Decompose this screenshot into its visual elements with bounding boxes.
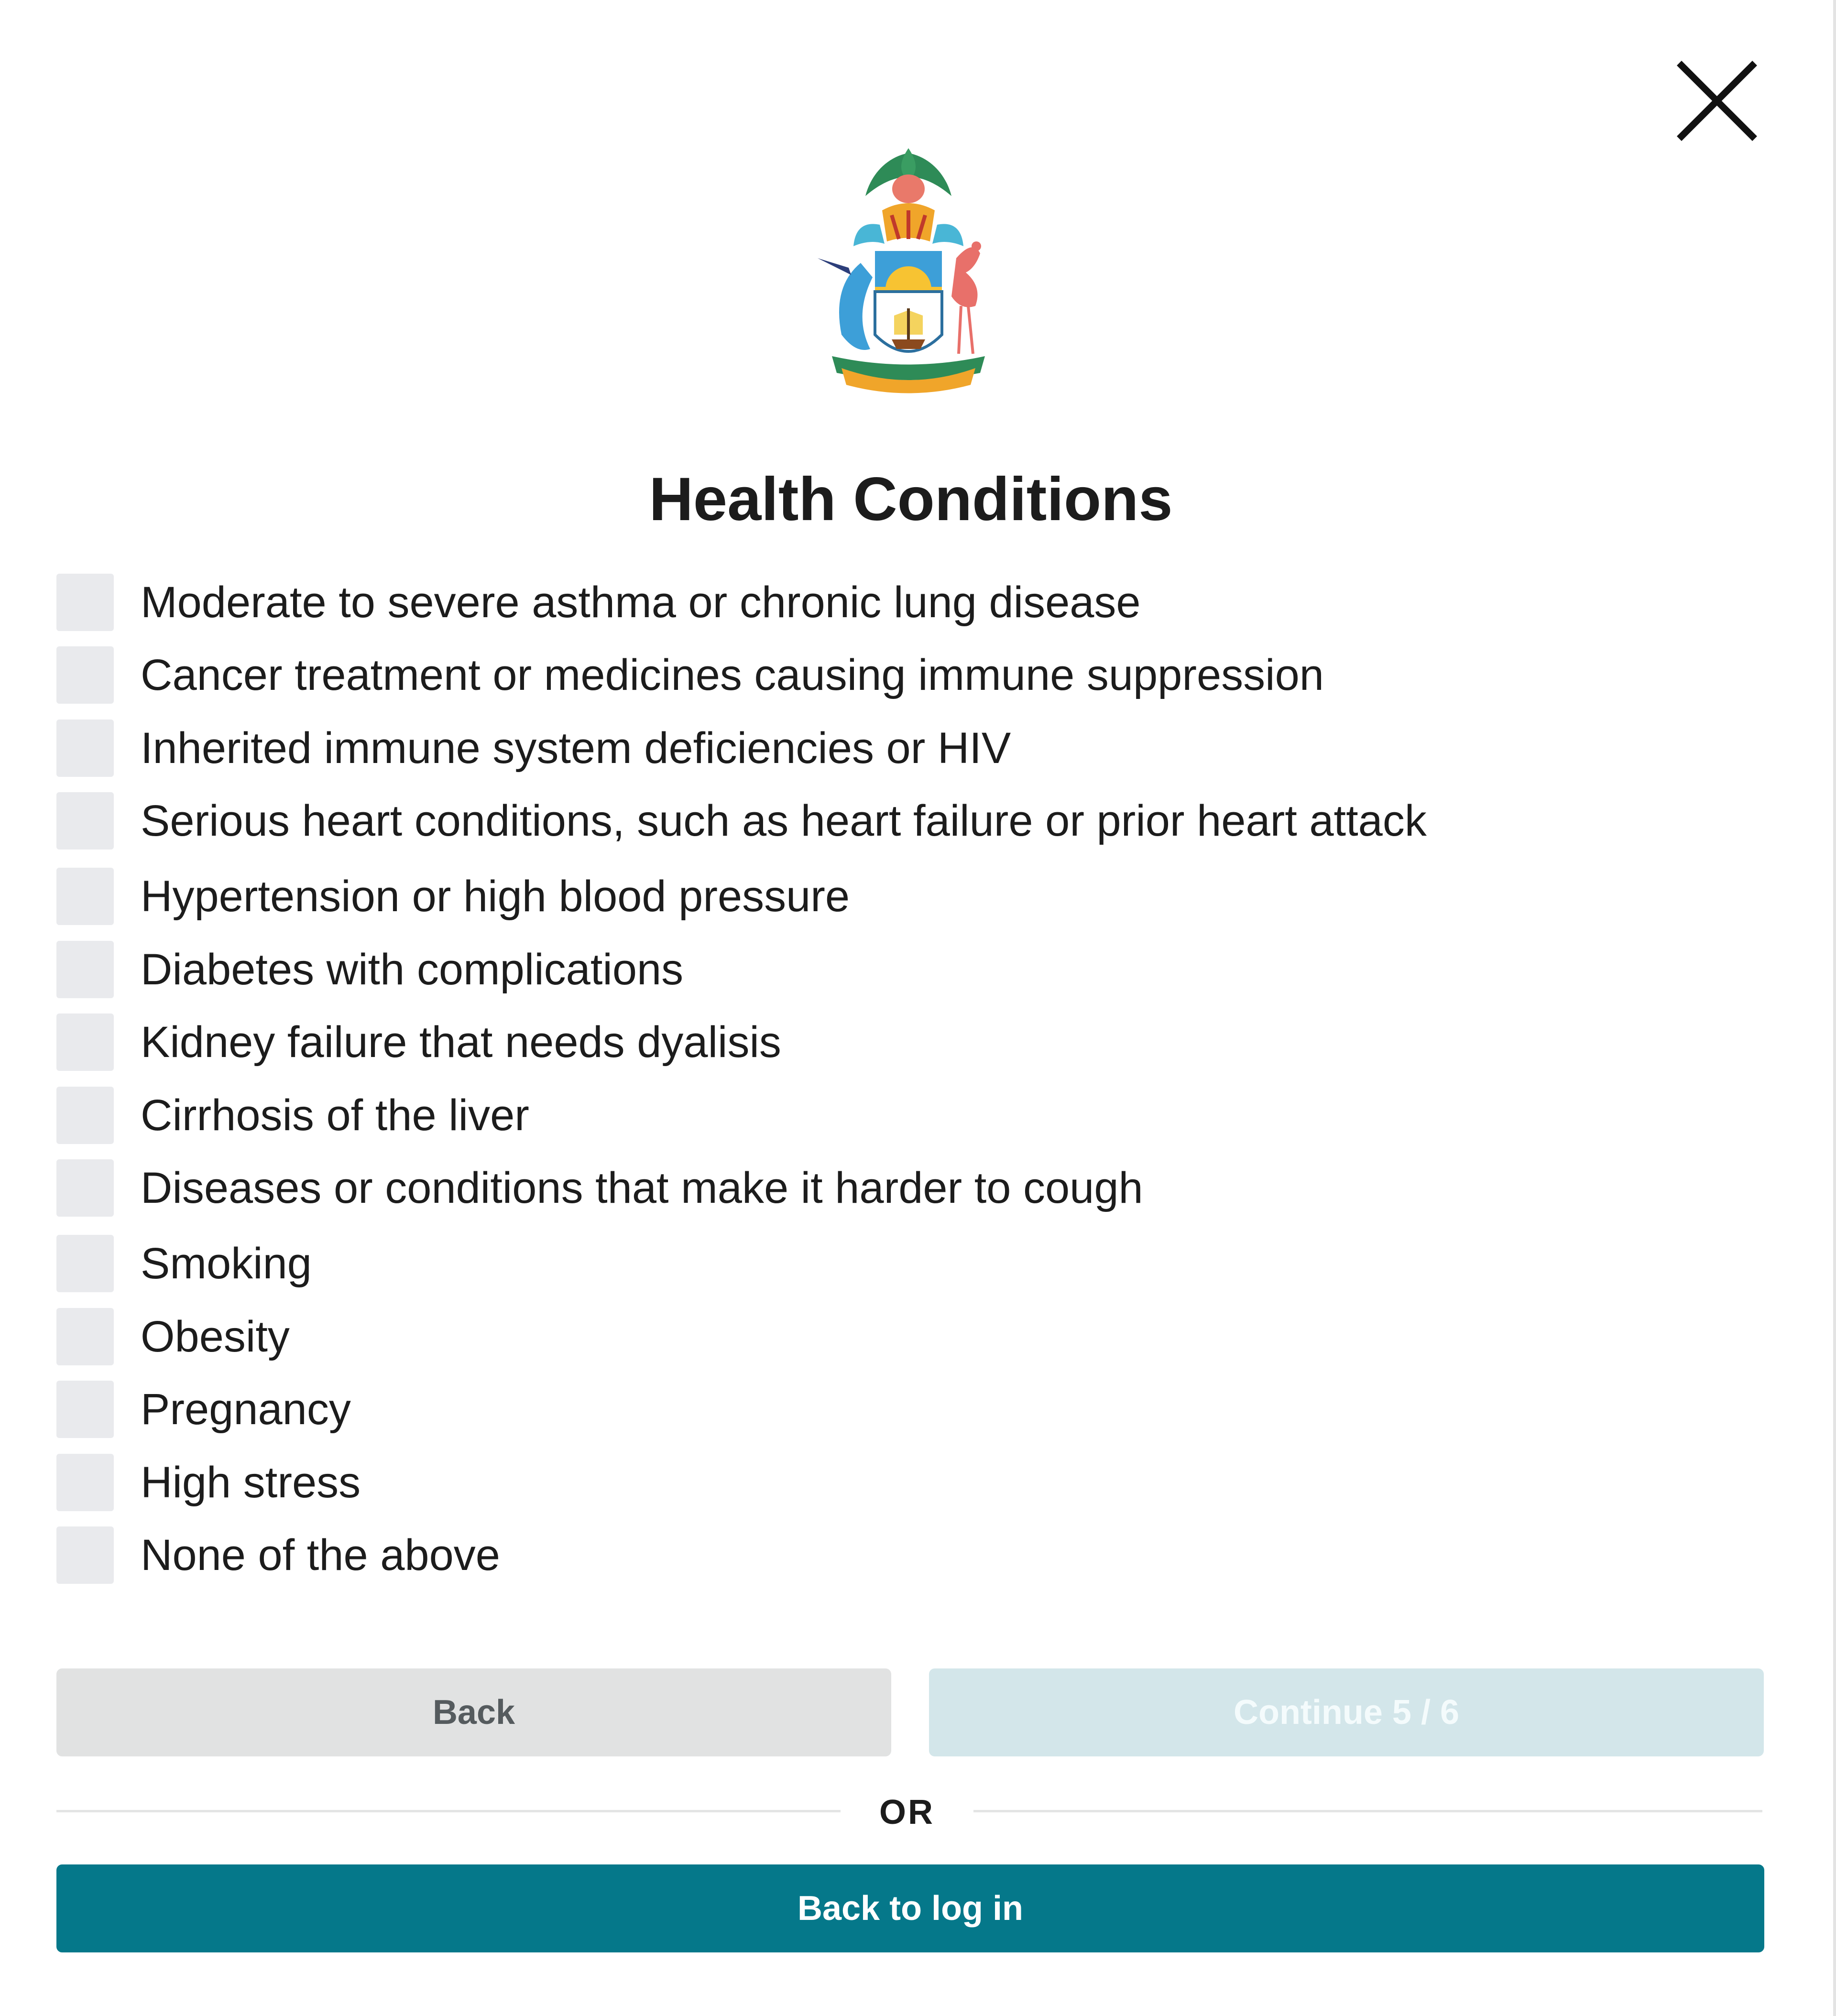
condition-checkbox[interactable] (56, 1526, 114, 1584)
continue-button[interactable]: Continue 5 / 6 (929, 1668, 1764, 1756)
condition-checkbox[interactable] (56, 792, 114, 850)
condition-option[interactable] (56, 868, 1586, 925)
condition-label: Diseases or conditions that make it harder to cough (141, 1164, 1143, 1212)
condition-option[interactable] (56, 1087, 1586, 1144)
divider-text: OR (879, 1793, 935, 1831)
condition-label: Moderate to severe asthma or chronic lung disease (141, 578, 1141, 627)
condition-label: Obesity (141, 1312, 290, 1361)
condition-option[interactable] (56, 941, 1586, 998)
condition-option[interactable] (56, 1235, 1586, 1292)
condition-checkbox[interactable] (56, 1308, 114, 1365)
condition-option[interactable] (56, 1159, 1586, 1217)
back-button[interactable]: Back (56, 1668, 891, 1756)
divider-line (973, 1810, 1762, 1812)
condition-checkbox[interactable] (56, 1013, 114, 1071)
condition-label: None of the above (141, 1531, 500, 1580)
coat-of-arms-icon (803, 143, 1014, 402)
close-icon (1673, 57, 1769, 153)
condition-option[interactable] (56, 574, 1586, 631)
condition-checkbox[interactable] (56, 1087, 114, 1144)
condition-label: Kidney failure that needs dyalisis (141, 1018, 781, 1067)
condition-label: Hypertension or high blood pressure (141, 872, 850, 921)
back-to-login-button[interactable]: Back to log in (56, 1864, 1764, 1952)
condition-option[interactable] (56, 1013, 1586, 1071)
condition-option[interactable] (56, 1454, 1586, 1511)
condition-option[interactable] (56, 1308, 1586, 1365)
condition-checkbox[interactable] (56, 719, 114, 777)
condition-checkbox[interactable] (56, 1454, 114, 1511)
scrollbar-edge (1833, 0, 1836, 2016)
condition-label: Inherited immune system deficiencies or HIV (141, 724, 1011, 773)
condition-label: Pregnancy (141, 1385, 351, 1434)
condition-option[interactable] (56, 646, 1586, 704)
condition-checkbox[interactable] (56, 1235, 114, 1292)
condition-checkbox[interactable] (56, 574, 114, 631)
condition-label: Cirrhosis of the liver (141, 1091, 529, 1140)
condition-label: Serious heart conditions, such as heart failure or prior heart attack (141, 796, 1427, 845)
condition-checkbox[interactable] (56, 1381, 114, 1438)
condition-checkbox[interactable] (56, 1159, 114, 1217)
condition-checkbox[interactable] (56, 941, 114, 998)
condition-checkbox[interactable] (56, 868, 114, 925)
close-button[interactable] (1673, 57, 1769, 153)
page-title: Health Conditions (649, 465, 1173, 534)
condition-checkbox[interactable] (56, 646, 114, 704)
condition-option[interactable] (56, 792, 1586, 850)
condition-label: Diabetes with complications (141, 945, 684, 994)
condition-label: Cancer treatment or medicines causing immune suppression (141, 651, 1324, 699)
condition-option[interactable] (56, 1526, 1586, 1584)
condition-label: High stress (141, 1458, 361, 1507)
condition-option[interactable] (56, 1381, 1586, 1438)
condition-option[interactable] (56, 719, 1586, 777)
divider-line (56, 1810, 841, 1812)
condition-label: Smoking (141, 1239, 312, 1288)
